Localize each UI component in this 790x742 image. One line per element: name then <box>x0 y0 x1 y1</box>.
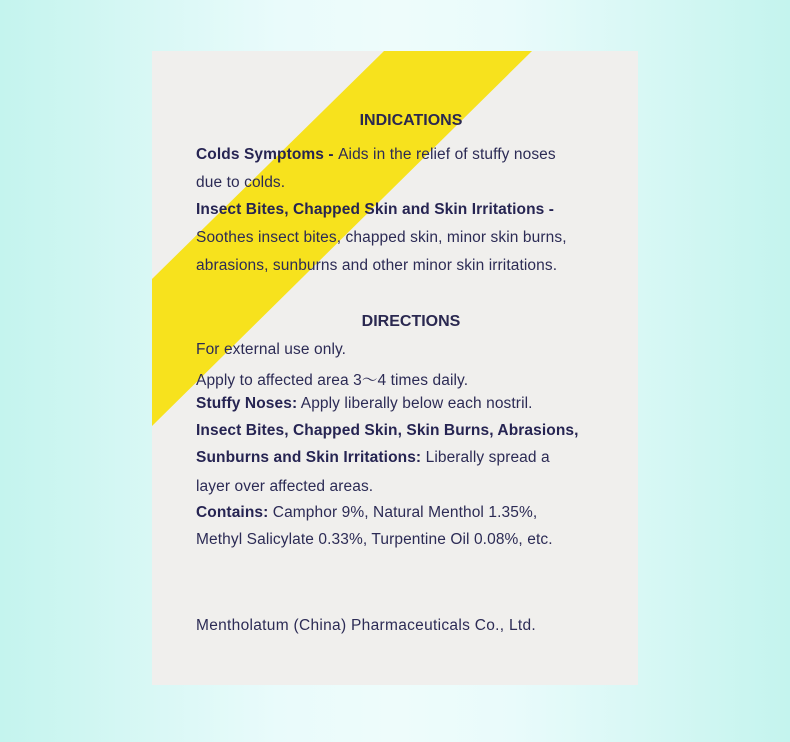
stuffy-line <box>196 395 533 413</box>
insect-separator: - <box>544 201 555 218</box>
label-text-content <box>152 51 638 685</box>
directions-insect-line-2 <box>196 449 550 467</box>
stuffy-text: Apply liberally below each nostril. <box>297 395 533 412</box>
insect-title: Insect Bites, Chapped Skin and Skin Irritations <box>196 201 545 218</box>
company-name: Mentholatum (China) Pharmaceuticals Co., Ltd. <box>196 617 537 634</box>
directions-insect-text-1: Liberally spread a <box>421 449 550 466</box>
contains-text-1: Camphor 9%, Natural Menthol 1.35%, <box>268 504 538 521</box>
insect-title-line <box>196 201 554 219</box>
colds-line-2: due to colds. <box>196 174 286 191</box>
stuffy-title: Stuffy Noses: <box>196 395 298 412</box>
directions-heading: DIRECTIONS <box>361 313 461 330</box>
contains-text-2: Methyl Salicylate 0.33%, Turpentine Oil 0.08%, etc. <box>196 531 553 548</box>
directions-line-2: Apply to affected area 3〜4 times daily. <box>196 372 469 389</box>
directions-insect-text-2: layer over affected areas. <box>196 478 374 495</box>
indications-heading: INDICATIONS <box>359 112 463 129</box>
directions-insect-title-1: Insect Bites, Chapped Skin, Skin Burns, Abrasions, <box>196 422 579 439</box>
directions-line-1: For external use only. <box>196 341 347 358</box>
contains-title: Contains: <box>196 504 269 521</box>
insect-text-1: Soothes insect bites, chapped skin, minor skin burns, <box>196 229 567 246</box>
colds-line-1 <box>196 146 556 164</box>
contains-line-1 <box>196 504 537 522</box>
colds-title: Colds Symptoms <box>196 146 325 163</box>
colds-separator: - <box>324 146 339 163</box>
insect-text-2: abrasions, sunburns and other minor skin irritations. <box>196 257 558 274</box>
directions-insect-title-2: Sunburns and Skin Irritations: <box>196 449 422 466</box>
colds-text-1: Aids in the relief of stuffy noses <box>338 146 556 163</box>
label-card <box>152 51 638 685</box>
